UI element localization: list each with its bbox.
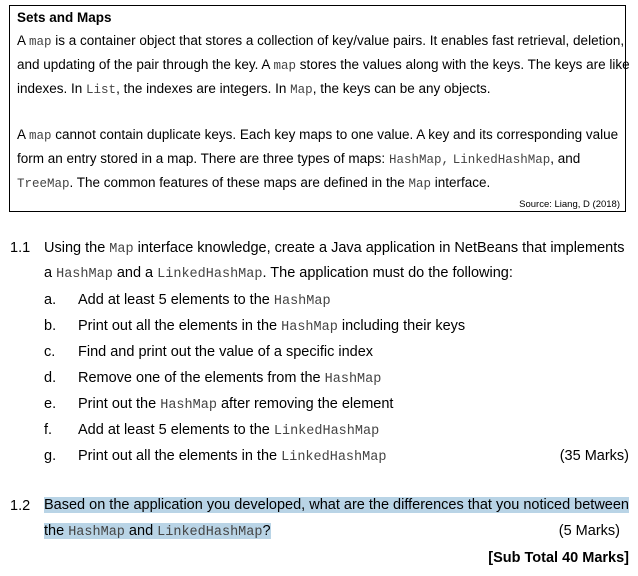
q2-marks: (5 Marks): [558, 523, 620, 539]
item-c-letter: c.: [44, 344, 56, 360]
q2-line1: Based on the application you developed, what are the differences that you noticed between: [44, 497, 629, 513]
source-citation: Source: Liang, D (2018): [519, 199, 620, 210]
item-b-text: Print out all the elements in the HashMap including their keys: [78, 318, 466, 335]
q1-marks: (35 Marks): [559, 448, 629, 464]
item-g-text: Print out all the elements in the LinkedHashMap: [78, 448, 387, 465]
item-d-text: Remove one of the elements from the HashMap: [78, 370, 382, 387]
subtotal: [Sub Total 40 Marks]: [488, 550, 629, 566]
item-a-text: Add at least 5 elements to the HashMap: [78, 292, 331, 309]
q2-number: 1.2: [10, 498, 31, 514]
p2-line1: A map cannot contain duplicate keys. Each key maps to one value. A key and its corresponding value: [17, 127, 619, 143]
item-a-letter: a.: [44, 292, 57, 308]
info-box: [9, 5, 630, 212]
item-g-letter: g.: [44, 448, 57, 464]
p1-line3: indexes. In List, the indexes are integers. In Map, the keys can be any objects.: [17, 81, 491, 97]
q1-line1: Using the Map interface knowledge, create a Java application in NetBeans that implements: [44, 240, 625, 257]
item-f-letter: f.: [44, 422, 53, 438]
item-c-text: Find and print out the value of a specific index: [78, 344, 374, 360]
item-e-letter: e.: [44, 396, 57, 412]
item-d-letter: d.: [44, 370, 57, 386]
item-f-text: Add at least 5 elements to the LinkedHashMap: [78, 422, 380, 439]
p1-line2: and updating of the pair through the key. A map stores the values along with the keys. The keys are like: [17, 57, 630, 73]
p2-line2: form an entry stored in a map. There are three types of maps: HashMap, LinkedHashMap, and: [17, 151, 581, 167]
q2-line2: the HashMap and LinkedHashMap?: [44, 523, 271, 540]
item-b-letter: b.: [44, 318, 57, 334]
p2-line3: TreeMap. The common features of these maps are defined in the Map interface.: [17, 175, 491, 191]
q1-line2: a HashMap and a LinkedHashMap. The application must do the following:: [44, 265, 513, 282]
p1-line1: A map is a container object that stores a collection of key/value pairs. It enables fast retrieval, deletion,: [17, 33, 625, 49]
box-title: Sets and Maps: [17, 10, 112, 25]
q1-number: 1.1: [10, 240, 31, 256]
item-e-text: Print out the HashMap after removing the element: [78, 396, 394, 413]
